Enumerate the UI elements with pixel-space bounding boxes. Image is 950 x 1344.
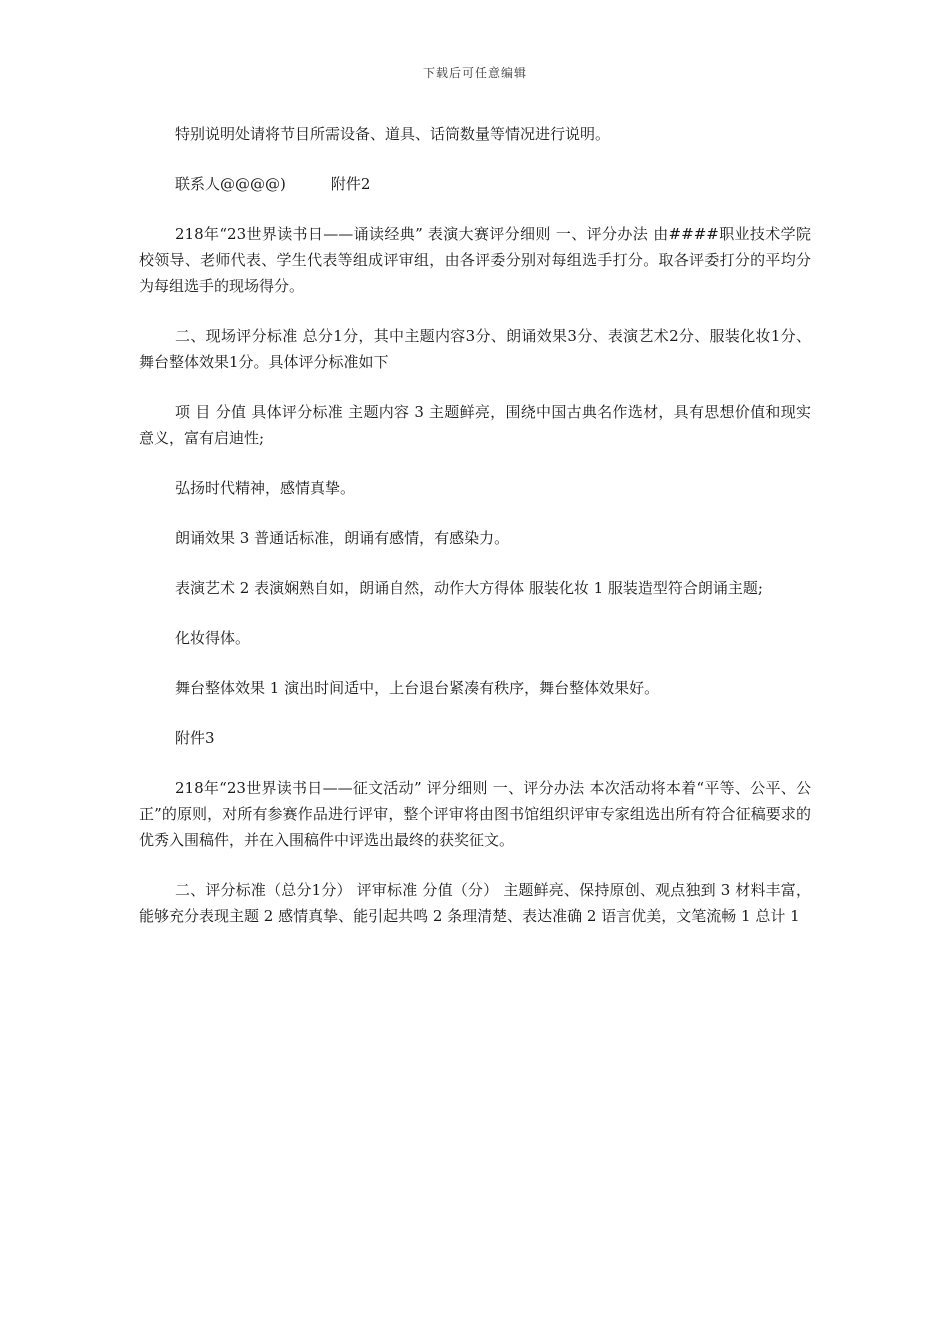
paragraph-recitation-scoring-method: 218年“23世界读书日——诵读经典” 表演大赛评分细则 一、评分办法 由####职业技术学院校领导、老师代表、学生代表等组成评审组，由各评委分别对每组选手打分。取各评委打分的平均分为每组选手的现场得分。 [139, 225, 811, 295]
paragraph-essay-criteria: 二、评分标准（总分1分） 评审标准 分值（分） 主题鲜亮、保持原创、观点独到 3 材料丰富，能够充分表现主题 2 感情真挚、能引起共鸣 2 条理清楚、表达准确 2 语言优美，文笔流畅 1 总计 1 [139, 881, 811, 925]
paragraph-spirit: 弘扬时代精神，感情真挚。 [175, 479, 356, 497]
paragraph-equipment-note: 特别说明处请将节目所需设备、道具、话筒数量等情况进行说明。 [175, 125, 611, 143]
paragraph-stage-effect: 舞台整体效果 1 演出时间适中，上台退台紧凑有秩序，舞台整体效果好。 [175, 679, 660, 697]
paragraph-makeup: 化妆得体。 [175, 629, 251, 647]
paragraph-theme-content: 项 目 分值 具体评分标准 主题内容 3 主题鲜亮，围绕中国古典名作选材，具有思想价值和现实意义，富有启迪性; [139, 403, 811, 447]
paragraph-essay-scoring-method: 218年“23世界读书日——征文活动” 评分细则 一、评分办法 本次活动将本着“平等、公平、公正”的原则，对所有参赛作品进行评审，整个评审将由图书馆组织评审专家组选出所有符合征稿要求的优秀入围稿件，并在入围稿件中评选出最终的获奖征文。 [139, 779, 811, 849]
paragraph-onsite-criteria: 二、现场评分标准 总分1分，其中主题内容3分、朗诵效果3分、表演艺术2分、服装化妆1分、舞台整体效果1分。具体评分标准如下 [139, 327, 811, 371]
page-header: 下载后可任意编辑 [422, 66, 527, 80]
paragraph-contact: 联系人@@@@) 附件2 [175, 175, 371, 193]
document-body [139, 121, 811, 953]
paragraph-attachment-3: 附件3 [175, 729, 215, 747]
paragraph-recitation-effect: 朗诵效果 3 普通话标准，朗诵有感情，有感染力。 [175, 529, 510, 547]
paragraph-performance-art: 表演艺术 2 表演娴熟自如，朗诵自然，动作大方得体 服装化妆 1 服装造型符合朗诵主题; [175, 579, 763, 597]
